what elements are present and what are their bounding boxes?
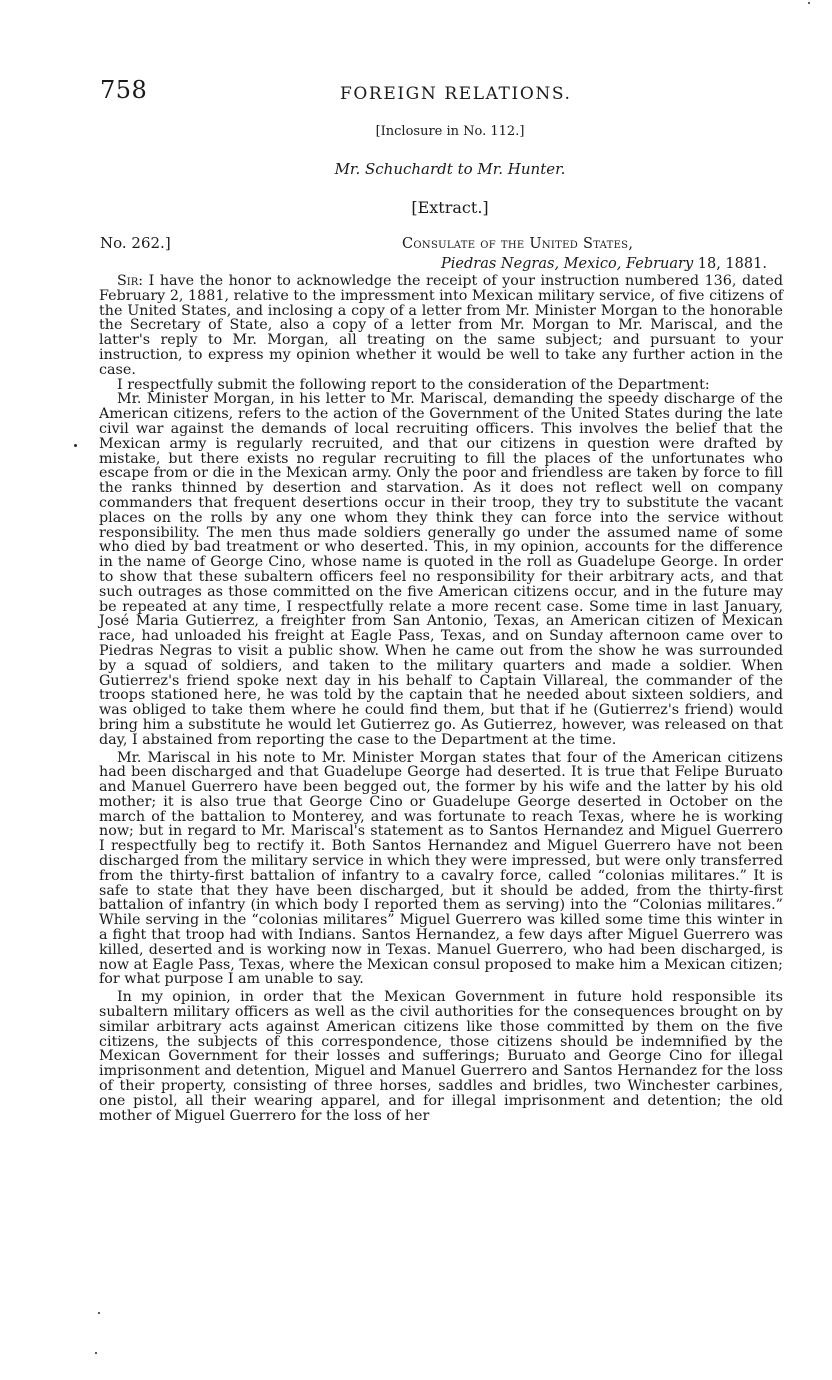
scan-speck <box>808 2 810 4</box>
dateline-date: 18, 1881. <box>693 256 767 272</box>
document-number: No. 262.] <box>100 234 171 252</box>
page-number: 758 <box>100 76 148 104</box>
paragraph-1-text: : I have the honor to acknowledge the receipt of your instruction numbered 136, dated February 2, 1881, relative to the impressment into Mexican military service, of five citizens of the United States, and inclosing a copy of a letter from Mr. Minister Morgan to the honorable the Secretary of State, also a copy of a letter from Mr. Morgan to Mr. Mariscal, and the latter's reply to Mr. Morgan, all treating on the same subject; and pursuant to your instruction, to express my opinion whether it would be well to take any further action in the case. <box>99 273 783 378</box>
running-title: FOREIGN RELATIONS. <box>340 84 572 104</box>
scan-speck <box>74 444 77 447</box>
consulate-heading: Consulate of the United States, <box>402 236 634 252</box>
paragraph-2: I respectfully submit the following report to the consideration of the Department: <box>117 376 710 393</box>
dateline-place: Piedras Negras, Mexico, February <box>441 256 694 272</box>
inclosure-note: [Inclosure in No. 112.] <box>375 124 525 139</box>
letter-body <box>99 274 783 1123</box>
extract-label: [Extract.] <box>411 198 489 217</box>
salutation: Sir <box>117 273 139 289</box>
paragraph-5: In my opinion, in order that the Mexican Government in future hold responsible its subaltern military officers as well as the civil authorities for the consequences brought on by similar arbitrary acts against American citizens like those committed by them on the five citizens, the subjects of this correspondence, those citizens should be indemnified by the Mexican Government for their losses and sufferings; Buruato and George Cino for illegal imprisonment and detention, Miguel and Manuel Guerrero and Santos Hernandez for the loss of their property, consisting of three horses, saddles and bridles, two Winchester carbines, one pistol, all their wearing apparel, and for illegal imprisonment and detention; the old mother of Miguel Guerrero for the loss of her <box>99 989 783 1124</box>
paragraph-1 <box>99 274 783 378</box>
paragraph-3: Mr. Minister Morgan, in his letter to Mr. Mariscal, demanding the speedy discharge of the American citizens, refers to the action of the Government of the United States during the late civil war against the demands of local recruiting officers. This involves the belief that the Mexican army is regularly recruited, and that our citizens in question were drafted by mistake, but there exists no regular recruiting to fill the places of the unfortunates who escape from or die in the Mexican army. Only the poor and friendless are taken by force to fill the ranks thinned by desertion and starvation. As it does not reflect well on company commanders that frequent desertions occur in their troop, they try to substitute the vacant places on the rolls by any one whom they think they can force into the service without responsibility. The men thus made soldiers generally go under the assumed name of some who died by bad treatment or who deserted. This, in my opinion, accounts for the difference in the name of George Cino, whose name is quoted in the roll as Guadelupe George. In order to show that these subaltern officers feel no responsibility for their arbitrary acts, and that such outrages as those committed on the five American citizens occur, and in the future may be repeated at any time, I respectfully relate a more recent case. Some time in last January, José Maria Gutierrez, a freighter from San Antonio, Texas, an American citizen of Mexican race, had unloaded his freight at Eagle Pass, Texas, and on Sunday afternoon came over to Piedras Negras to visit a public show. When he came out from the show he was surrounded by a squad of soldiers, and taken to the military quarters and made a soldier. When Gutierrez's friend spoke next day in his behalf to Captain Villareal, the commander of the troops stationed here, he was told by the captain that he needed about sixteen soldiers, and was obliged to take them where he could find them, but that if he (Gutierrez's friend) would bring him a substitute he would let Gutierrez go. As Gutierrez, however, was released on that day, I abstained from reporting the case to the Department at the time. <box>99 391 783 748</box>
dateline <box>441 256 767 272</box>
scan-speck <box>95 1352 97 1354</box>
page-header <box>100 76 800 106</box>
scan-speck <box>98 1312 100 1314</box>
paragraph-4: Mr. Mariscal in his note to Mr. Minister Morgan states that four of the American citizens had been discharged and that Guadelupe George had deserted. It is true that Felipe Buruato and Manuel Guerrero have been begged out, the former by his wife and the latter by his old mother; it is also true that George Cino or Guadelupe George deserted in October on the march of the battalion to Monterey, and was fortunate to reach Texas, where he is working now; but in regard to Mr. Mariscal's statement as to Santos Hernandez and Miguel Guerrero I respectfully beg to rectify it. Both Santos Hernandez and Miguel Guerrero have not been discharged from the military service in which they were impressed, but were only transferred from the thirty-first battalion of infantry to a cavalry force, called “colonias militares.” It is safe to state that they have been discharged, but it should be added, from the thirty-first battalion of infantry (in which body I reported them as serving) into the “Colonias militares.” While serving in the “colonias militares” Miguel Guerrero was killed some time this winter in a fight that troop had with Indians. Santos Hernandez, a few days after Miguel Guerrero was killed, deserted and is working now in Texas. Manuel Guerrero, who had been discharged, is now at Eagle Pass, Texas, where the Mexican consul proposed to make him a Mexican citizen; for what purpose I am unable to say. <box>99 749 783 988</box>
letter-title: Mr. Schuchardt to Mr. Hunter. <box>334 160 566 178</box>
